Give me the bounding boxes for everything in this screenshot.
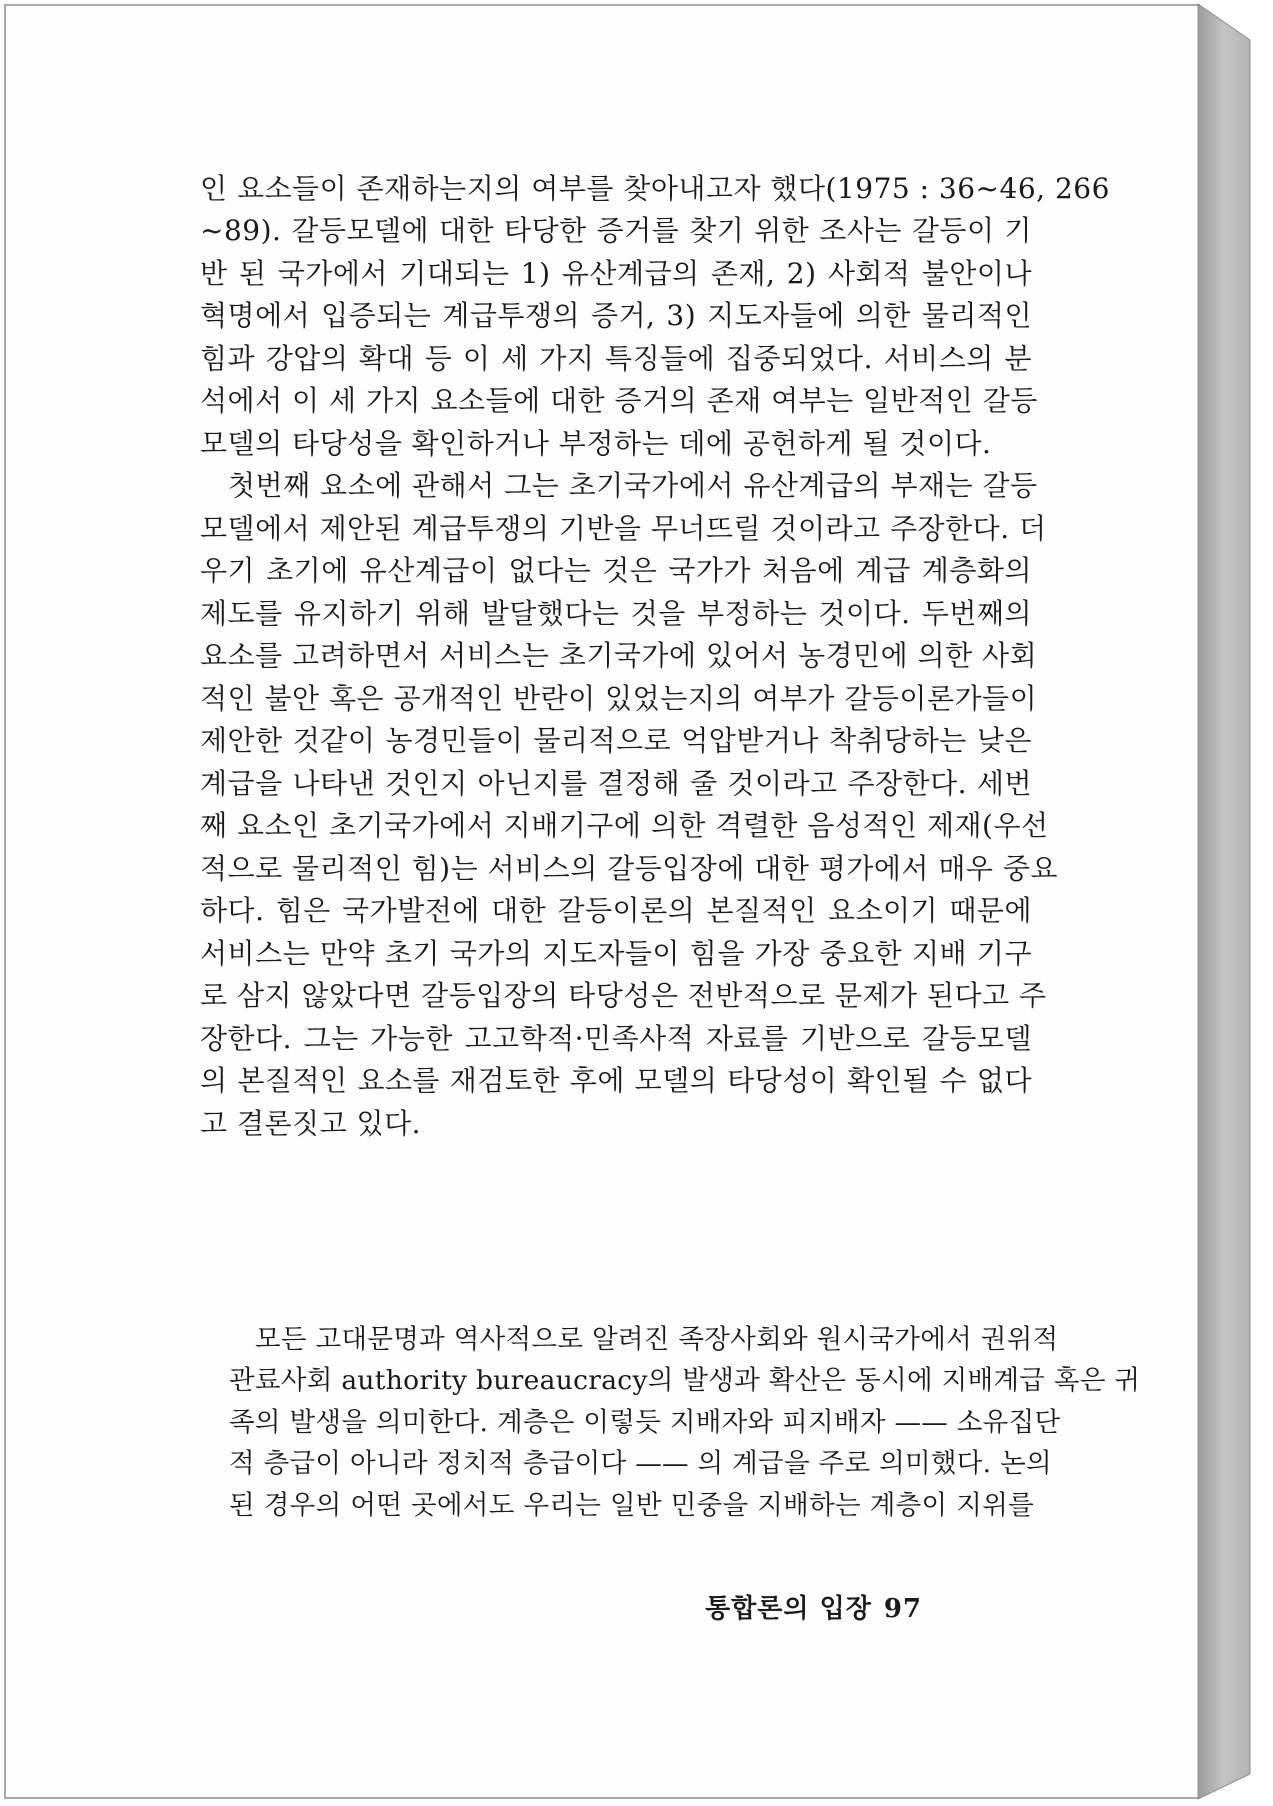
text-line: 하다. 힘은 국가발전에 대한 갈등이론의 본질적인 요소이기 때문에 [200,894,1032,927]
text-line: 첫번째 요소에 관해서 그는 초기국가에서 유산계급의 부재는 갈등 [228,469,1038,502]
quote-line: 족의 발생을 의미한다. 계층은 이렇듯 지배자와 피지배자 —— 소유집단 [229,1407,1061,1438]
text-line: 요소를 고려하면서 서비스는 초기국가에 있어서 농경민에 의한 사회 [200,639,1038,672]
text-line: 적으로 물리적인 힘)는 서비스의 갈등입장에 대한 평가에서 매우 중요 [200,852,1058,885]
text-line: 계급을 나타낸 것인지 아닌지를 결정해 줄 것이라고 주장한다. 세번 [200,767,1032,800]
quote-line: 관료사회 authority bureaucracy의 발생과 확산은 동시에 지배계급 혹은 귀 [229,1365,1141,1396]
text-line: 우기 초기에 유산계급이 없다는 것은 국가가 처음에 계급 계층화의 [200,554,1032,587]
text-line: 장한다. 그는 가능한 고고학적·민족사적 자료를 기반으로 갈등모델 [200,1022,1032,1055]
text-line: 모델에서 제안된 계급투쟁의 기반을 무너뜨릴 것이라고 주장한다. 더 [200,512,1047,545]
text-line: 제도를 유지하기 위해 발달했다는 것을 부정하는 것이다. 두번째의 [200,597,1032,630]
text-line: 혁명에서 입증되는 계급투쟁의 증거, 3) 지도자들에 의한 물리적인 [200,299,1032,332]
text-line: 인 요소들이 존재하는지의 여부를 찾아내고자 했다(1975 : 36~46, 266 [200,172,1110,205]
text-line: 반 된 국가에서 기대되는 1) 유산계급의 존재, 2) 사회적 불안이나 [200,257,1032,290]
text-line: 힘과 강압의 확대 등 이 세 가지 특징들에 집중되었다. 서비스의 분 [200,342,1032,375]
text-line: 째 요소인 초기국가에서 지배기구에 의한 격렬한 음성적인 제재(우선 [200,809,1049,842]
page-footer [705,1588,922,1625]
text-line: 적인 불안 혹은 공개적인 반란이 있었는지의 여부가 갈등이론가들이 [200,682,1038,715]
quote-line: 모든 고대문명과 역사적으로 알려진 족장사회와 원시국가에서 권위적 [255,1324,1059,1355]
page-face [4,4,1200,1799]
text-line: 의 본질적인 요소를 재검토한 후에 모델의 타당성이 확인될 수 없다 [200,1064,1032,1097]
page-edge-shadow [1198,4,1254,1799]
text-line: 모델의 타당성을 확인하거나 부정하는 데에 공헌하게 될 것이다. [200,427,992,460]
text-line: ~89). 갈등모델에 대한 타당한 증거를 찾기 위한 조사는 갈등이 기 [200,214,1032,247]
text-line: 로 삼지 않았다면 갈등입장의 타당성은 전반적으로 문제가 된다고 주 [200,979,1047,1012]
text-line: 고 결론짓고 있다. [200,1107,422,1140]
quote-line: 적 층급이 아니라 정치적 층급이다 —— 의 계급을 주로 의미했다. 논의 [229,1448,1052,1479]
quote-line: 된 경우의 어떤 곳에서도 우리는 일반 민중을 지배하는 계층이 지위를 [229,1490,1034,1521]
page-number: 97 [883,1594,922,1624]
text-line: 서비스는 만약 초기 국가의 지도자들이 힘을 가장 중요한 지배 기구 [200,937,1032,970]
running-title: 통합론의 입장 [705,1594,872,1624]
text-line: 석에서 이 세 가지 요소들에 대한 증거의 존재 여부는 일반적인 갈등 [200,384,1038,417]
text-line: 제안한 것같이 농경민들이 물리적으로 억압받거나 착취당하는 낮은 [200,724,1032,757]
page-edge-graphic [1198,4,1254,1799]
